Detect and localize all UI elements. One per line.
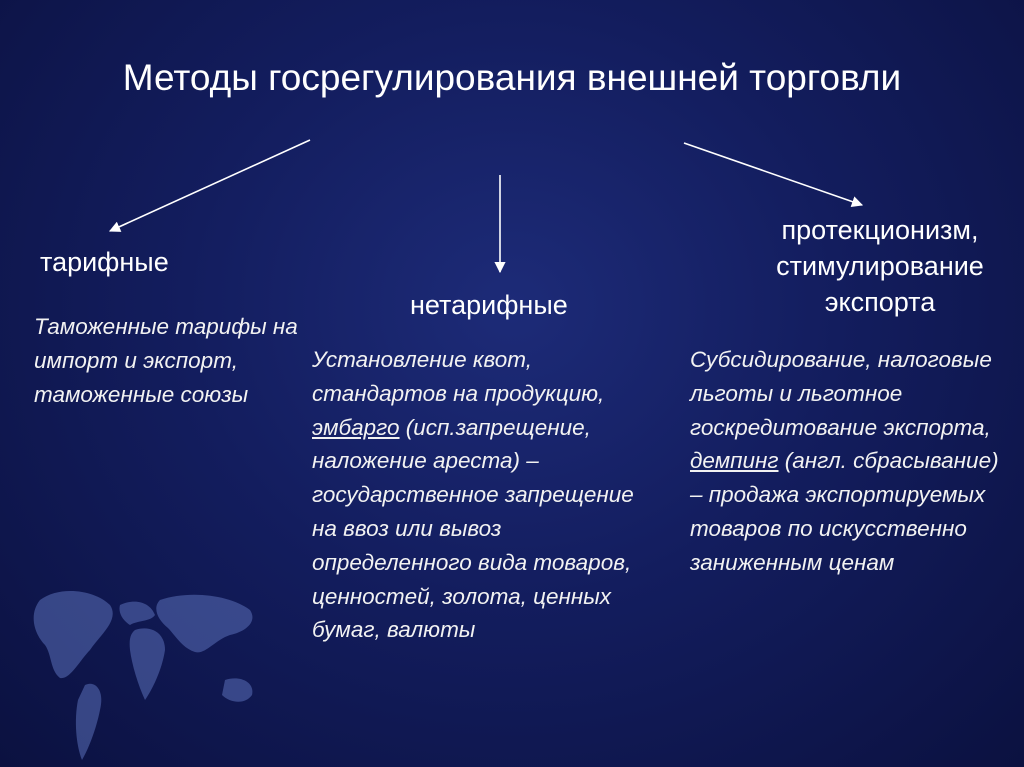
term-embargo: эмбарго <box>312 414 400 440</box>
description-protection-part2: (англ. сбрасывание) – продажа экспортируемых товаров по искусственно заниженным ценам <box>690 448 999 575</box>
branch-label-nontariff: нетарифные <box>410 290 568 320</box>
branch-label-protection: протекционизм, стимулирование экспорта <box>776 215 984 317</box>
description-nontariff-part1: Установление квот, стандартов на продукцию, <box>312 347 605 406</box>
branch-label-tariff: тарифные <box>40 247 169 277</box>
arrow-to-protection <box>684 143 862 205</box>
slide-title: Методы госрегулирования внешней торговли <box>122 57 902 98</box>
description-nontariff-part2: (исп.запрещение, наложение ареста) – государственное запрещение на ввоз или вывоз определенного вида товаров, ценностей, золота, ценных бумаг, валюты <box>312 414 634 643</box>
description-protection-part1: Субсидирование, налоговые льготы и льготное госкредитование экспорта, <box>690 347 992 440</box>
description-nontariff <box>312 343 652 647</box>
arrow-to-tariff <box>110 140 310 231</box>
description-tariff: Таможенные тарифы на импорт и экспорт, таможенные союзы <box>34 314 298 407</box>
term-dumping: демпинг <box>690 448 779 474</box>
description-protection <box>690 343 1010 580</box>
